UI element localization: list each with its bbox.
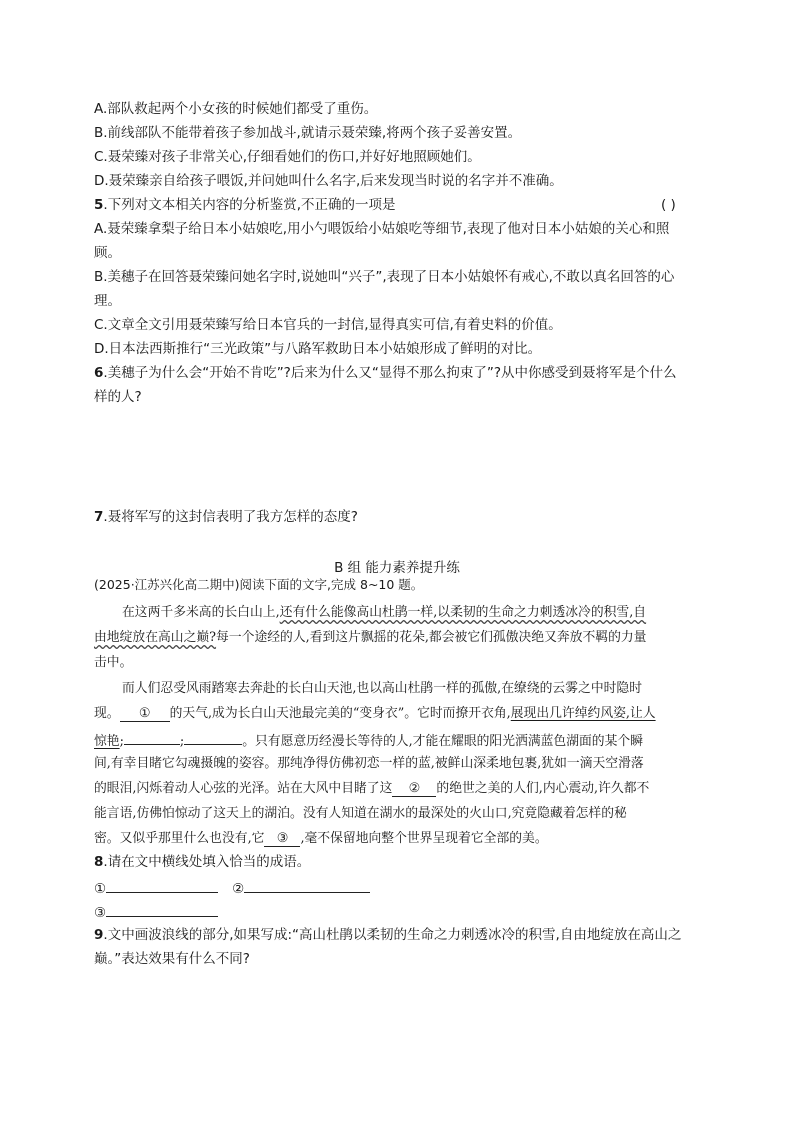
passage-text: 现。 — [94, 706, 120, 721]
passage-text: 只有愿意历经漫长等待的人,才能在耀眼的阳光洒满蓝色湖面的某个瞬 — [255, 734, 643, 749]
q5-option-b-line2: 理。 — [94, 293, 121, 309]
wavy-underlined-text: 由地绽放在高山之巅? — [94, 630, 217, 645]
answer-marker-1: ① — [94, 881, 107, 897]
answer-blank-1[interactable] — [106, 878, 218, 893]
q4-option-c: C.聂荣臻对孩子非常关心,仔细看她们的伤口,并好好地照顾她们。 — [94, 149, 481, 165]
passage-p1-line2 — [94, 629, 646, 647]
passage-text: 的天气,成为长白山天池最完美的“变身衣”。它时而撩开衣角, — [169, 706, 511, 721]
blank-2[interactable]: ② — [392, 781, 436, 797]
blank-1[interactable]: ① — [120, 706, 170, 722]
q6-text: .美穗子为什么会“开始不肯吃”?后来为什么又“显得不那么拘束了”?从中你感受到聂将军是个什么 — [103, 365, 677, 381]
wavy-underlined-text: 还有什么能像高山杜鹃一样,以柔韧的生命之力刺透冰冷的积雪,自 — [279, 605, 647, 620]
q5-number: 5 — [94, 197, 104, 213]
q8-text: .请在文中横线处填入恰当的成语。 — [103, 854, 311, 870]
q9-text: .文中画波浪线的部分,如果写成:“高山杜鹃以柔韧的生命之力刺透冰冷的积雪,自由地绽放在高山之 — [103, 927, 682, 943]
passage-text: 在这两千多米高的长白山上, — [122, 605, 280, 620]
passage-p2-line4: 间,有幸目睹它勾魂摄魄的姿容。那纯净得仿佛初恋一样的蓝,被鲜山深柔地包裹,犹如一滴天空滑落 — [94, 756, 644, 771]
answer-marker-2: ② — [232, 881, 245, 897]
q9-number: 9 — [94, 927, 104, 943]
q5-option-d: D.日本法西斯推行“三光政策”与八路军救助日本小姑娘形成了鲜明的对比。 — [94, 341, 542, 357]
blank-3[interactable]: ③ — [264, 831, 300, 847]
sentence-blank-1[interactable] — [124, 730, 180, 745]
answer-blank-3[interactable] — [106, 902, 218, 917]
passage-text: 的绝世之美的人们,内心震动,许久都不 — [436, 781, 650, 796]
q9-line2: 巅。”表达效果有什么不同? — [94, 951, 250, 967]
passage-p1-line3: 击中。 — [94, 655, 133, 670]
q8-answer-row-2 — [94, 902, 218, 922]
answer-blank-2[interactable] — [244, 878, 370, 893]
passage-text: 的眼泪,闪烁着动人心弦的光泽。站在大风中目睹了这 — [94, 781, 393, 796]
passage-p2-line6: 能言语,仿佛怕惊动了这天上的湖泊。没有人知道在湖水的最深处的火山口,究竟隐藏着怎样的秘 — [94, 806, 627, 821]
punctuation: ; — [179, 734, 185, 749]
punctuation: 。 — [242, 734, 256, 749]
q5-answer-paren[interactable]: ( ) — [661, 197, 676, 213]
q4-option-a: A.部队救起两个小女孩的时候她们都受了重伤。 — [94, 101, 378, 117]
q6-line2: 样的人? — [94, 389, 142, 405]
passage-p2-line7 — [94, 830, 548, 848]
q6-line1 — [94, 364, 677, 382]
q7-line — [94, 508, 358, 526]
q4-option-b: B.前线部队不能带着孩子参加战斗,就请示聂荣臻,将两个孩子妥善安置。 — [94, 125, 522, 141]
passage-p2-line3 — [94, 730, 643, 751]
q7-text: .聂将军写的这封信表明了我方怎样的态度? — [103, 509, 358, 525]
passage-p2-line2 — [94, 705, 656, 723]
underlined-text: 展现出几许绰约风姿,让人 — [510, 706, 656, 721]
q5-option-a-line1: A.聂荣臻拿梨子给日本小姑娘吃,用小勺喂饭给小姑娘吃等细节,表现了他对日本小姑娘的关心和照 — [94, 221, 670, 237]
passage-text: 密。又似乎那里什么也没有,它 — [94, 831, 265, 846]
q6-number: 6 — [94, 365, 104, 381]
q7-number: 7 — [94, 509, 104, 525]
passage-source: (2025·江苏兴化高二期中)阅读下面的文字,完成 8~10 题。 — [94, 577, 424, 592]
sentence-blank-2[interactable] — [184, 730, 242, 745]
passage-text: 每一个途经的人,看到这片飘摇的花朵,都会被它们孤傲决绝又奔放不羁的力量 — [216, 630, 647, 645]
q8-line — [94, 853, 310, 871]
answer-marker-3: ③ — [94, 905, 107, 921]
q5-stem — [94, 196, 396, 214]
q8-answer-row-1 — [94, 878, 370, 898]
passage-text: ,毫不保留地向整个世界呈现着它全部的美。 — [300, 831, 548, 846]
punctuation: ; — [119, 734, 124, 749]
q4-option-d: D.聂荣臻亲自给孩子喂饭,并问她叫什么名字,后来发现当时说的名字并不准确。 — [94, 173, 563, 189]
q5-stem-text: .下列对文本相关内容的分析鉴赏,不正确的一项是 — [103, 197, 396, 213]
section-title: B 组 能力素养提升练 — [334, 560, 460, 576]
q8-number: 8 — [94, 854, 104, 870]
passage-p2-line5 — [94, 780, 649, 798]
q5-option-c: C.文章全文引用聂荣臻写给日本官兵的一封信,显得真实可信,有着史料的价值。 — [94, 317, 562, 333]
q9-line1 — [94, 926, 681, 944]
passage-p2-line1: 而人们忍受风雨踏寒去奔赴的长白山天池,也以高山杜鹃一样的孤傲,在缭绕的云雾之中时隐时 — [122, 681, 643, 696]
q5-option-b-line1: B.美穗子在回答聂荣臻问她名字时,说她叫“兴子”,表现了日本小姑娘怀有戒心,不敢以真名回答的心 — [94, 269, 675, 285]
q5-option-a-line2: 顾。 — [94, 245, 121, 261]
passage-p1-line1 — [122, 604, 646, 622]
underlined-text: 惊艳 — [94, 734, 120, 749]
